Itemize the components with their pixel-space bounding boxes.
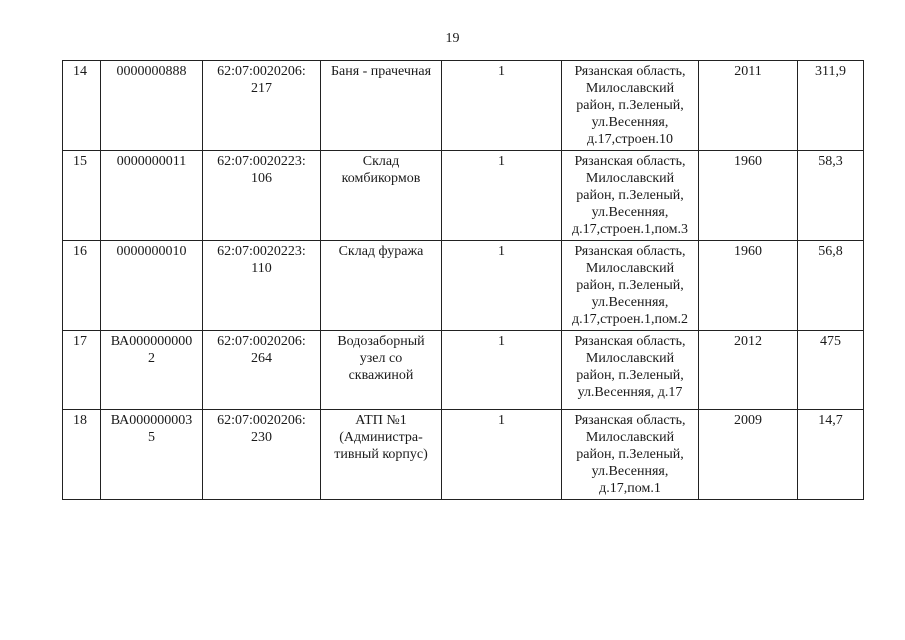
quantity: 1	[442, 241, 562, 331]
area: 56,8	[798, 241, 864, 331]
address: Рязанская область, Милославский район, п.Зеленый, ул.Весенняя, д.17	[562, 331, 699, 410]
cadastral-number: 62:07:0020206: 217	[203, 61, 321, 151]
page-number: 19	[445, 31, 460, 46]
year: 2011	[699, 61, 798, 151]
address: Рязанская область, Милославский район, п.Зеленый, ул.Весенняя, д.17,строен.1,пом.3	[562, 151, 699, 241]
row-number: 18	[63, 410, 101, 500]
quantity: 1	[442, 61, 562, 151]
row-number: 16	[63, 241, 101, 331]
area: 311,9	[798, 61, 864, 151]
table-row	[63, 241, 864, 331]
cadastral-number: 62:07:0020223: 110	[203, 241, 321, 331]
row-number: 15	[63, 151, 101, 241]
cadastral-number: 62:07:0020206: 264	[203, 331, 321, 410]
cadastral-number: 62:07:0020206: 230	[203, 410, 321, 500]
object-name: Водозаборный узел со скважиной	[321, 331, 442, 410]
table-row	[63, 410, 864, 500]
row-number: 14	[63, 61, 101, 151]
object-name: Склад фуража	[321, 241, 442, 331]
table-row	[63, 61, 864, 151]
inventory-number: ВА000000000 2	[101, 331, 203, 410]
inventory-number: 0000000011	[101, 151, 203, 241]
table-row	[63, 151, 864, 241]
year: 2009	[699, 410, 798, 500]
table-row	[63, 331, 864, 410]
address: Рязанская область, Милославский район, п.Зеленый, ул.Весенняя, д.17,пом.1	[562, 410, 699, 500]
inventory-number: 0000000010	[101, 241, 203, 331]
object-name: Баня - прачечная	[321, 61, 442, 151]
address: Рязанская область, Милославский район, п.Зеленый, ул.Весенняя, д.17,строен.10	[562, 61, 699, 151]
year: 1960	[699, 241, 798, 331]
area: 475	[798, 331, 864, 410]
area: 14,7	[798, 410, 864, 500]
cadastral-number: 62:07:0020223: 106	[203, 151, 321, 241]
property-table	[62, 60, 864, 500]
quantity: 1	[442, 331, 562, 410]
quantity: 1	[442, 410, 562, 500]
year: 2012	[699, 331, 798, 410]
row-number: 17	[63, 331, 101, 410]
object-name: АТП №1 (Администра- тивный корпус)	[321, 410, 442, 500]
address: Рязанская область, Милославский район, п.Зеленый, ул.Весенняя, д.17,строен.1,пом.2	[562, 241, 699, 331]
inventory-number: 0000000888	[101, 61, 203, 151]
year: 1960	[699, 151, 798, 241]
quantity: 1	[442, 151, 562, 241]
object-name: Склад комбикормов	[321, 151, 442, 241]
area: 58,3	[798, 151, 864, 241]
inventory-number: ВА000000003 5	[101, 410, 203, 500]
